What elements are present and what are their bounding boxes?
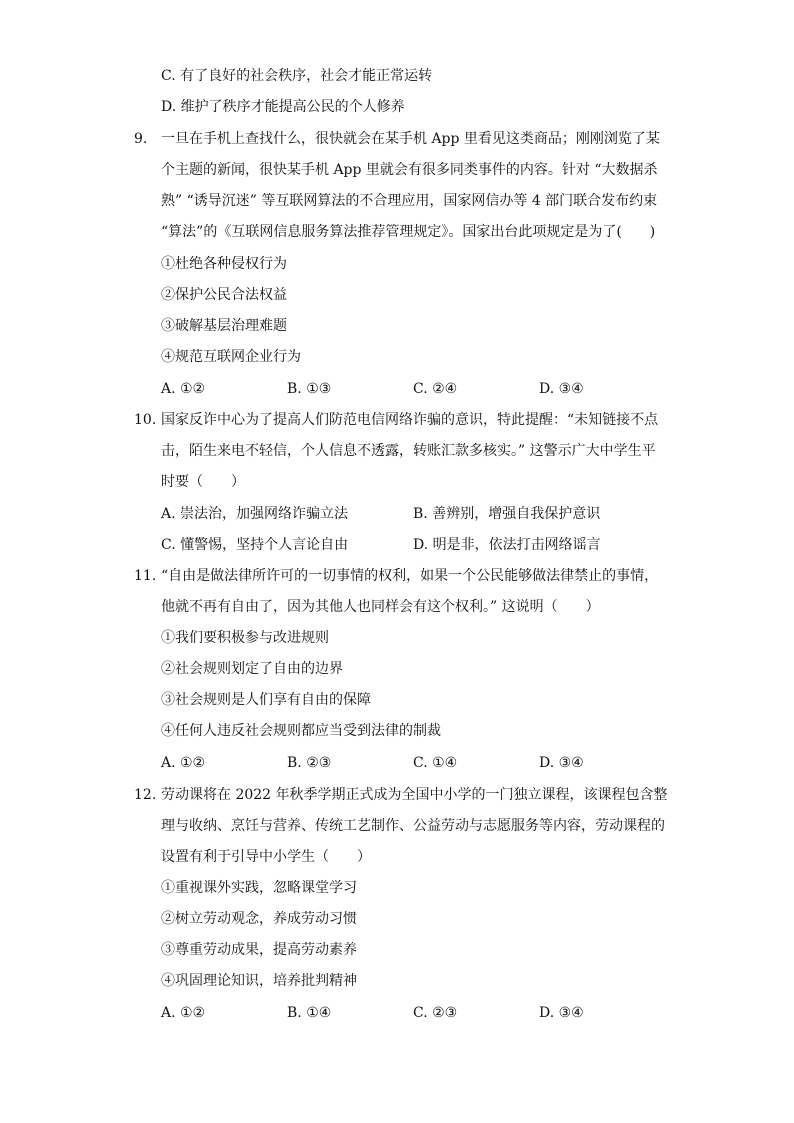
q8-option-c: C. 有了良好的社会秩序，社会才能正常运转 (161, 68, 433, 84)
q10-stem-line-3: 时要（ ） (161, 474, 245, 490)
q11-stem-line-2: 他就不再有自由了，因为其他人也同样会有这个权利。” 这说明（ ） (161, 599, 600, 615)
q12-number: 12. (134, 787, 157, 803)
q9-option-d[interactable]: D. ③④ (539, 381, 584, 397)
q10-stem-line-1: 国家反诈中心为了提高人们防范电信网络诈骗的意识，特此提醒：“未知链接不点 (161, 412, 659, 428)
q9-option-c[interactable]: C. ②④ (413, 381, 458, 397)
q10-option-c[interactable]: C. 懂警惕，坚持个人言论自由 (161, 537, 349, 553)
q12-stem-line-2: 理与收纳、烹饪与营养、传统工艺制作、公益劳动与志愿服务等内容，劳动课程的 (161, 818, 665, 834)
q12-stem-line-1: 劳动课将在 2022 年秋季学期正式成为全国中小学的一门独立课程，该课程包含整 (161, 787, 668, 803)
q11-item-4: ④任何人违反社会规则都应当受到法律的制裁 (161, 723, 441, 739)
q11-option-c[interactable]: C. ①④ (413, 755, 458, 771)
q10-option-a[interactable]: A. 崇法治，加强网络诈骗立法 (161, 506, 349, 522)
q10-option-b[interactable]: B. 善辨别，增强自我保护意识 (413, 506, 601, 522)
q9-option-b[interactable]: B. ①③ (287, 381, 332, 397)
q11-option-b[interactable]: B. ②③ (287, 755, 332, 771)
q11-option-a[interactable]: A. ①② (161, 755, 206, 771)
q11-item-2: ②社会规则划定了自由的边界 (161, 661, 343, 677)
q9-item-3: ③破解基层治理难题 (161, 318, 287, 334)
q12-option-a[interactable]: A. ①② (161, 1005, 206, 1021)
q11-number: 11. (134, 568, 157, 584)
q10-number: 10. (134, 412, 157, 428)
q9-number: 9. (134, 131, 148, 147)
q12-item-2: ②树立劳动观念，养成劳动习惯 (161, 911, 357, 927)
q9-stem-line-4: “算法”的《互联网信息服务算法推荐管理规定》。国家出台此项规定是为了( ) (161, 224, 656, 240)
q12-option-d[interactable]: D. ③④ (539, 1005, 584, 1021)
q10-stem-line-2: 击，陌生来电不轻信，个人信息不透露，转账汇款多核实。” 这警示广大中学生平 (161, 443, 656, 459)
q9-option-a[interactable]: A. ①② (161, 381, 206, 397)
q12-item-3: ③尊重劳动成果，提高劳动素养 (161, 942, 357, 958)
q12-item-4: ④巩固理论知识，培养批判精神 (161, 973, 357, 989)
q9-item-2: ②保护公民合法权益 (161, 287, 287, 303)
q10-option-d[interactable]: D. 明是非，依法打击网络谣言 (413, 537, 601, 553)
q11-stem-line-1: “自由是做法律所许可的一切事情的权利，如果一个公民能够做法律禁止的事情， (161, 568, 659, 584)
q12-option-c[interactable]: C. ②③ (413, 1005, 458, 1021)
q12-option-b[interactable]: B. ①④ (287, 1005, 332, 1021)
q12-stem-line-3: 设置有利于引导中小学生（ ） (161, 849, 371, 865)
q9-item-1: ①杜绝各种侵权行为 (161, 256, 287, 272)
q12-item-1: ①重视课外实践，忽略课堂学习 (161, 880, 357, 896)
q9-item-4: ④规范互联网企业行为 (161, 349, 301, 365)
q9-stem-line-2: 个主题的新闻，很快某手机 App 里就会有很多同类事件的内容。针对 “大数据杀 (161, 162, 658, 178)
q9-stem-line-1: 一旦在手机上查找什么，很快就会在某手机 App 里看见这类商品；刚刚浏览了某 (161, 131, 660, 147)
q11-item-1: ①我们要积极参与改进规则 (161, 630, 329, 646)
q9-stem-line-3: 熟” “诱导沉迷” 等互联网算法的不合理应用，国家网信办等 4 部门联合发布约束 (161, 193, 658, 209)
q8-option-d: D. 维护了秩序才能提高公民的个人修养 (161, 99, 405, 115)
q11-option-d[interactable]: D. ③④ (539, 755, 584, 771)
q11-item-3: ③社会规则是人们享有自由的保障 (161, 692, 371, 708)
